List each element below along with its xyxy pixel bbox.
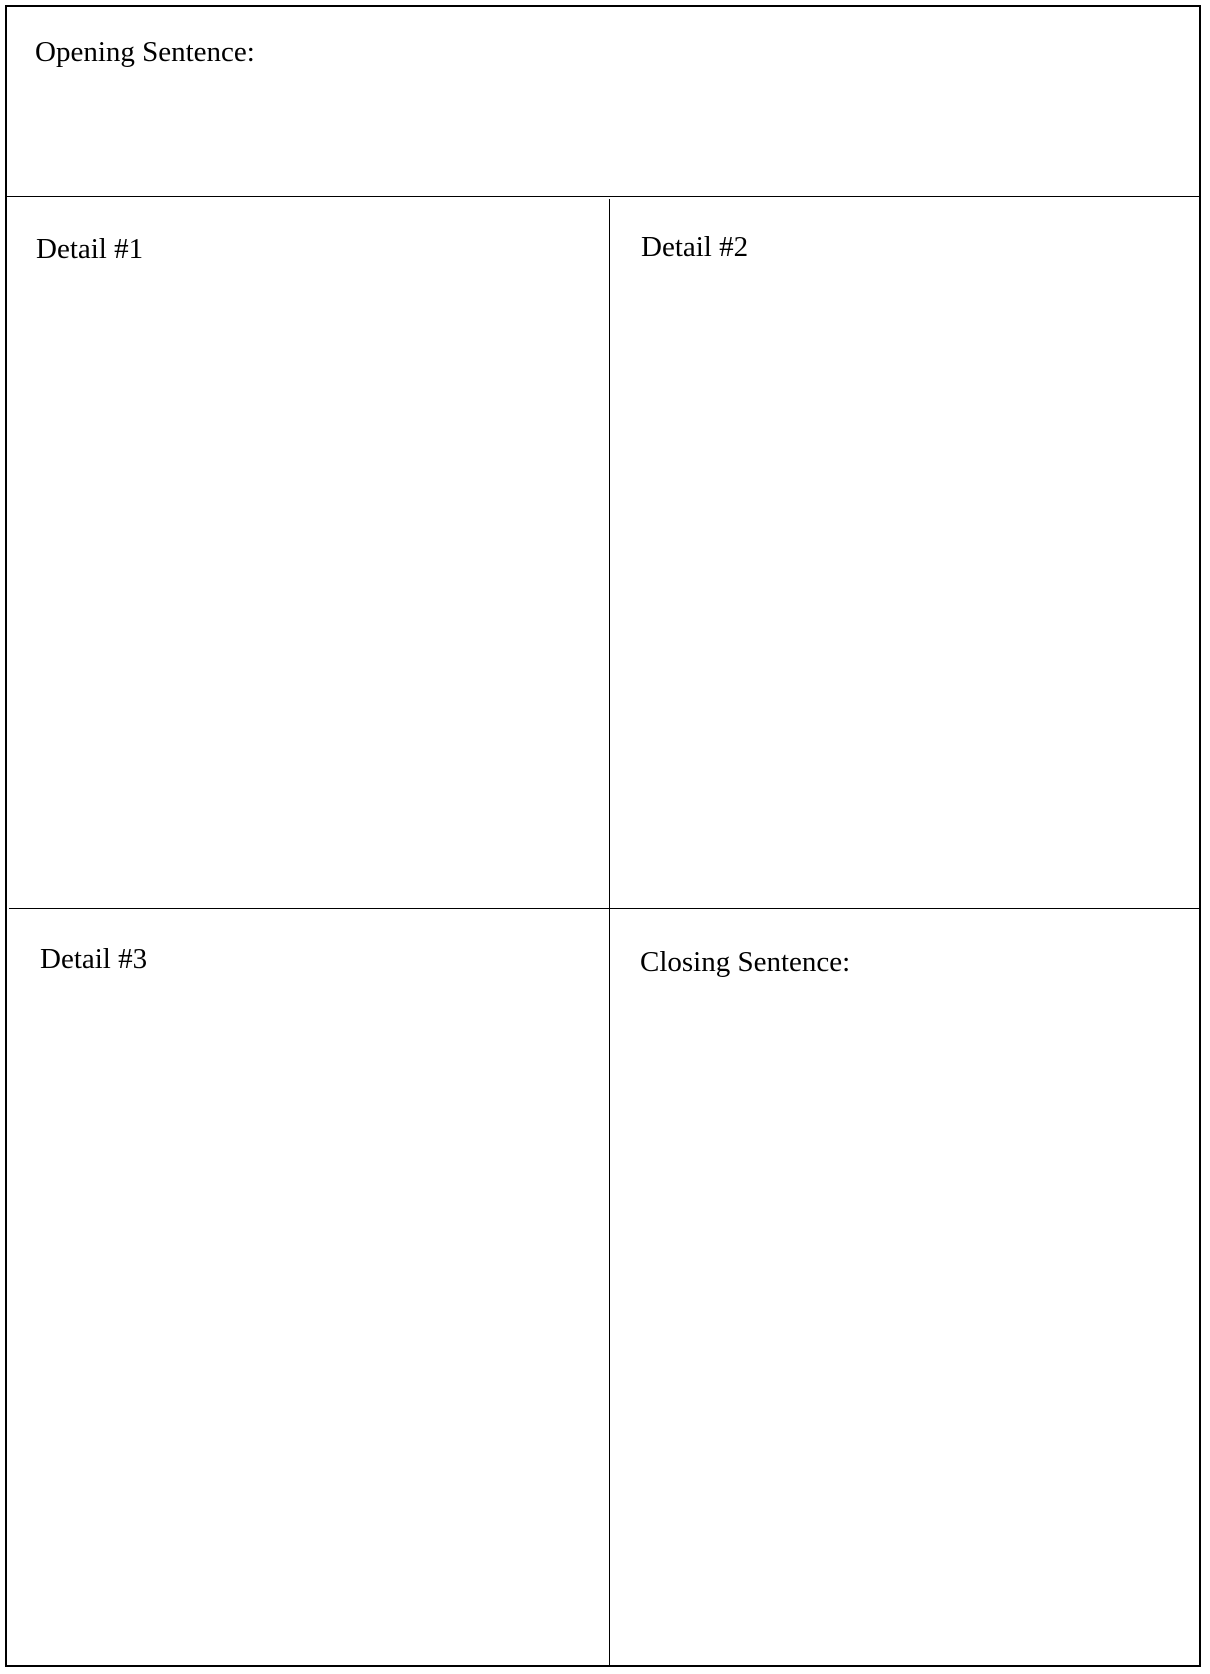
detail-1-box[interactable]: [7, 197, 609, 908]
closing-sentence-box[interactable]: [610, 909, 1199, 1667]
detail-2-label: Detail #2: [641, 231, 749, 263]
graphic-organizer: [5, 5, 1201, 1667]
closing-sentence-label: Closing Sentence:: [640, 946, 851, 978]
detail-3-label: Detail #3: [40, 943, 148, 975]
opening-sentence-label: Opening Sentence:: [35, 36, 255, 68]
detail-1-label: Detail #1: [36, 233, 144, 265]
opening-sentence-box[interactable]: [7, 7, 1199, 197]
detail-2-box[interactable]: [610, 197, 1199, 908]
detail-3-box[interactable]: [7, 909, 609, 1667]
